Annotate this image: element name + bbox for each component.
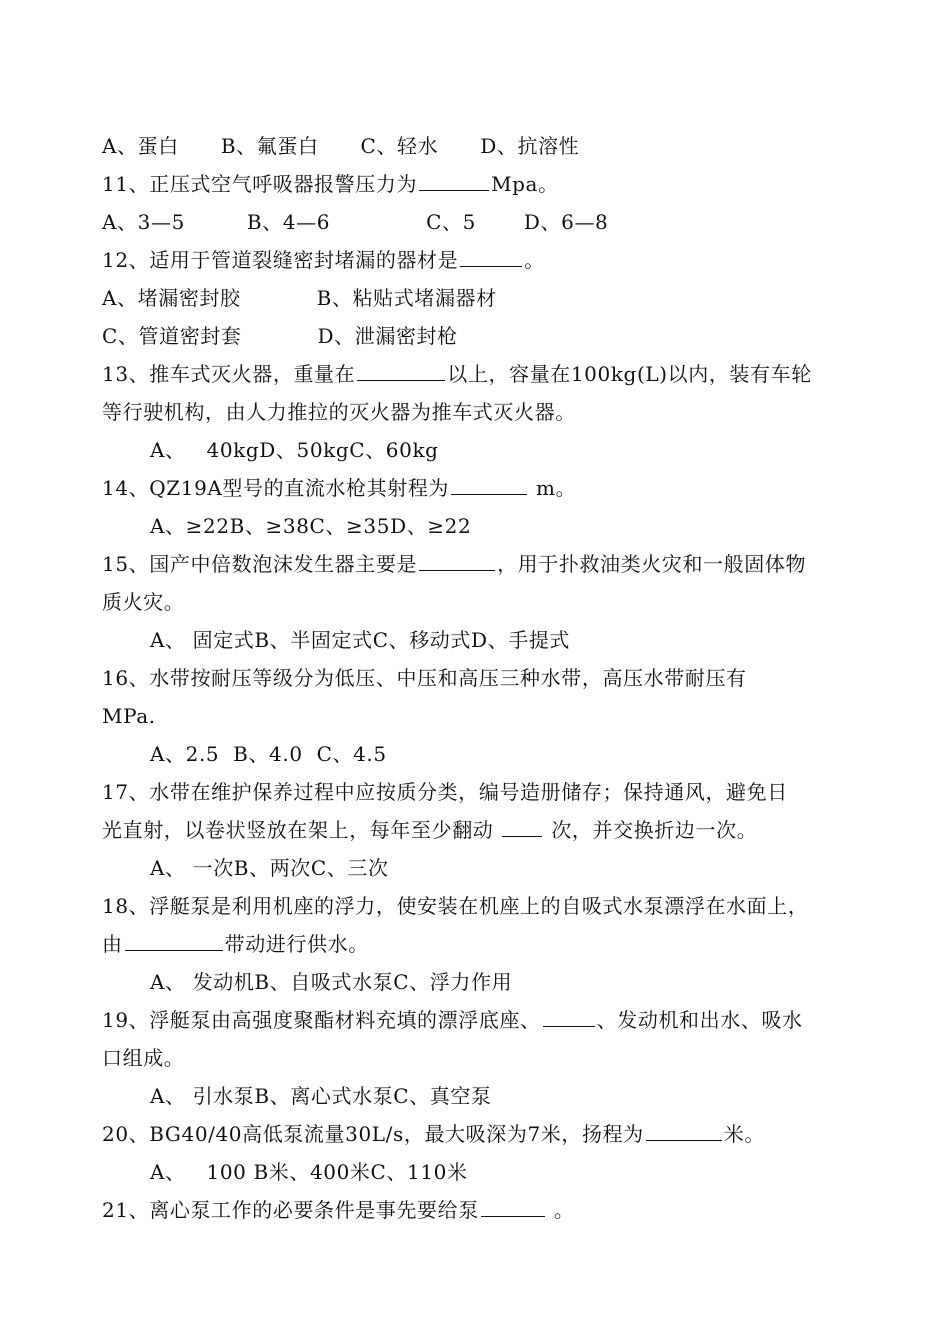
q13-stem-text: 13、推车式灭火器，重量在 xyxy=(102,362,356,386)
q21-stem-end: 。 xyxy=(546,1198,575,1222)
q20-stem-text: 20、BG40/40高低泵流量30L/s，最大吸深为7米，扬程为 xyxy=(102,1122,644,1146)
q15-stem xyxy=(102,552,862,576)
q15-answer-blank xyxy=(419,552,495,571)
q12-answer-blank xyxy=(460,248,522,267)
q10-option-b: B、氟蛋白 xyxy=(220,134,319,158)
q14-stem-text: 14、QZ19A型号的直流水枪其射程为 xyxy=(102,476,450,500)
q11-stem xyxy=(102,172,862,196)
q18-answer-blank xyxy=(125,932,223,951)
q14-stem-unit: m。 xyxy=(529,476,577,500)
q11-stem-unit: Mpa。 xyxy=(491,172,559,196)
q12-stem xyxy=(102,248,862,272)
q18-stem-text: 由 xyxy=(102,932,123,956)
q10-option-a: A、蛋白 xyxy=(102,134,179,158)
q12-stem-end: 。 xyxy=(524,248,545,272)
q18-stem: 18、浮艇泵是利用机座的浮力，使安装在机座上的自吸式水泵漂浮在水面上， xyxy=(102,894,809,918)
q11-answer-blank xyxy=(419,172,489,191)
q14-options: A、≥22B、≥38C、≥35D、≥22 xyxy=(150,514,472,538)
q16-options: A、2.5 B、4.0 C、4.5 xyxy=(150,742,387,766)
q15-stem-line2: 质火灾。 xyxy=(102,590,185,614)
q17-stem: 17、水带在维护保养过程中应按质分类，编号造册储存；保持通风，避免日 xyxy=(102,780,788,804)
q17-stem-line2 xyxy=(102,818,862,842)
q17-stem-text: 光直射，以卷状竖放在架上，每年至少翻动 xyxy=(102,818,501,842)
q12-options-row2 xyxy=(102,324,862,348)
q10-option-d: D、抗溶性 xyxy=(480,134,580,158)
q21-stem-text: 21、离心泵工作的必要条件是事先要给泵 xyxy=(102,1198,479,1222)
q19-stem-line2: 口组成。 xyxy=(102,1046,185,1070)
q21-stem xyxy=(102,1198,862,1222)
q17-answer-blank xyxy=(502,818,542,837)
q13-options: A、 40kgD、50kgC、60kg xyxy=(150,438,439,462)
q13-stem xyxy=(102,362,862,386)
q20-stem xyxy=(102,1122,862,1146)
q20-stem-unit: 米。 xyxy=(723,1122,765,1146)
q13-answer-blank xyxy=(357,362,445,381)
q17-stem-text-after: 次，并交换折边一次。 xyxy=(544,818,758,842)
q11-options xyxy=(102,210,862,234)
q11-stem-text: 11、正压式空气呼吸器报警压力为 xyxy=(102,172,418,196)
q19-stem-text: 19、浮艇泵由高强度聚酯材料充填的漂浮底座、 xyxy=(102,1008,541,1032)
q12-option-a: A、堵漏密封胶 xyxy=(102,286,241,310)
q19-answer-blank xyxy=(543,1008,595,1027)
q20-options: A、 100 B米、400米C、110米 xyxy=(150,1160,468,1184)
q18-stem-line2 xyxy=(102,932,862,956)
q13-stem-line2: 等行驶机构，由人力推拉的灭火器为推车式灭火器。 xyxy=(102,400,576,424)
q10-option-c: C、轻水 xyxy=(360,134,439,158)
q21-answer-blank xyxy=(481,1198,545,1217)
q15-options: A、 固定式B、半固定式C、移动式D、手提式 xyxy=(150,628,571,652)
q19-stem-text-after: 、发动机和出水、吸水 xyxy=(596,1008,803,1032)
q11-option-b: B、4—6 xyxy=(246,210,331,234)
q11-option-d: D、6—8 xyxy=(523,210,609,234)
q19-stem xyxy=(102,1008,862,1032)
q12-options-row1 xyxy=(102,286,862,310)
q15-stem-text: 15、国产中倍数泡沫发生器主要是 xyxy=(102,552,418,576)
q18-stem-text-after: 带动进行供水。 xyxy=(224,932,369,956)
q12-option-b: B、粘贴式堵漏器材 xyxy=(316,286,497,310)
q11-option-c: C、5 xyxy=(426,210,476,234)
q12-stem-text: 12、适用于管道裂缝密封堵漏的器材是 xyxy=(102,248,459,272)
q20-answer-blank xyxy=(646,1122,722,1141)
q12-option-c: C、管道密封套 xyxy=(102,324,242,348)
q11-option-a: A、3—5 xyxy=(102,210,185,234)
q14-answer-blank xyxy=(451,476,527,495)
q13-stem-text-after: 以上，容量在100kg(L)以内，装有车轮 xyxy=(447,362,812,386)
q10-options xyxy=(102,134,862,158)
q19-options: A、 引水泵B、离心式水泵C、真空泵 xyxy=(150,1084,492,1108)
q18-options: A、 发动机B、自吸式水泵C、浮力作用 xyxy=(150,970,513,994)
q14-stem xyxy=(102,476,862,500)
q17-options: A、 一次B、两次C、三次 xyxy=(150,856,389,880)
q15-stem-text-after: ，用于扑救油类火灾和一般固体物 xyxy=(497,552,807,576)
q12-option-d: D、泄漏密封枪 xyxy=(317,324,458,348)
q16-stem: 16、水带按耐压等级分为低压、中压和高压三种水带，高压水带耐压有 xyxy=(102,666,747,690)
q16-stem-line2: MPa. xyxy=(102,704,156,728)
